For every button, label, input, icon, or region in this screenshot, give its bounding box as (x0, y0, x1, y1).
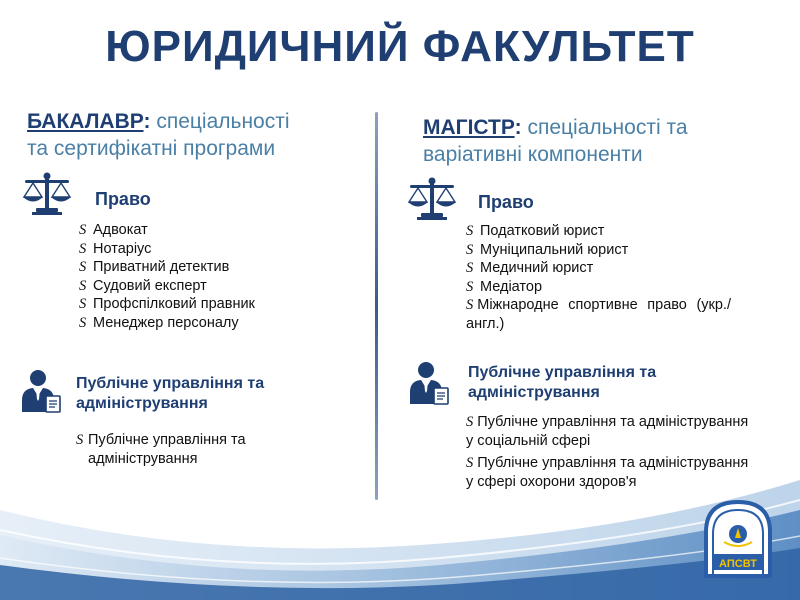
manager-icon (20, 368, 64, 414)
list-item: S Медичний юрист (466, 260, 594, 276)
logo (702, 498, 774, 583)
list-item: S Публічне управління та адміністрування (76, 432, 246, 467)
master-law-list (466, 222, 731, 333)
list-item: S Профспілковий правник (79, 296, 255, 312)
master-heading: МАГІСТР: спеціальності та варіативні компоненти (423, 116, 688, 166)
page-title: ЮРИДИЧНИЙ ФАКУЛЬТЕТ (105, 22, 695, 71)
master-degree-label: МАГІСТР (423, 116, 515, 139)
scales-icon (407, 177, 457, 221)
logo-text: АПСВТ (719, 558, 757, 570)
master-law-title: Право (478, 192, 534, 212)
master-subtitle-line2: варіативні компоненти (423, 143, 643, 166)
list-item: S Публічне управління та адміністрування у сфері охорони здоров'я (466, 455, 749, 490)
bachelor-subtitle-line1: спеціальності (150, 110, 290, 133)
bachelor-degree-label: БАКАЛАВР (27, 110, 144, 133)
list-item: S Менеджер персоналу (79, 314, 239, 331)
bachelor-public-admin-list (76, 431, 276, 468)
master-subtitle-line1: спеціальності та (521, 116, 688, 139)
decorative-wave (0, 470, 800, 600)
bachelor-public-admin-title: Публічне управління та адміністрування (76, 375, 265, 412)
list-item: S Муніципальний юрист (466, 241, 629, 258)
list-item: S Адвокат (79, 222, 148, 238)
scales-icon (22, 172, 72, 216)
list-item: S Судовий експерт (79, 277, 207, 294)
bachelor-law-title: Право (95, 189, 151, 209)
list-item: S Податковий юрист (466, 223, 605, 239)
list-item: S Нотаріус (79, 240, 152, 257)
bachelor-subtitle-line2: та сертифікатні програми (27, 137, 276, 160)
bachelor-heading: БАКАЛАВР: спеціальності та сертифікатні програми (27, 110, 290, 160)
logo-emblem (702, 498, 774, 578)
bachelor-law-list (79, 221, 359, 332)
column-divider (375, 112, 378, 500)
master-public-admin-title: Публічне управління та адміністрування (468, 364, 657, 401)
list-item: S Медіатор (466, 278, 543, 295)
list-item: S Міжнародне спортивне право (укр./англ.) (466, 297, 731, 332)
manager-icon (408, 360, 452, 406)
list-item: S Публічне управління та адміністрування у соціальній сфері (466, 414, 749, 449)
list-item: S Приватний детектив (79, 259, 230, 275)
